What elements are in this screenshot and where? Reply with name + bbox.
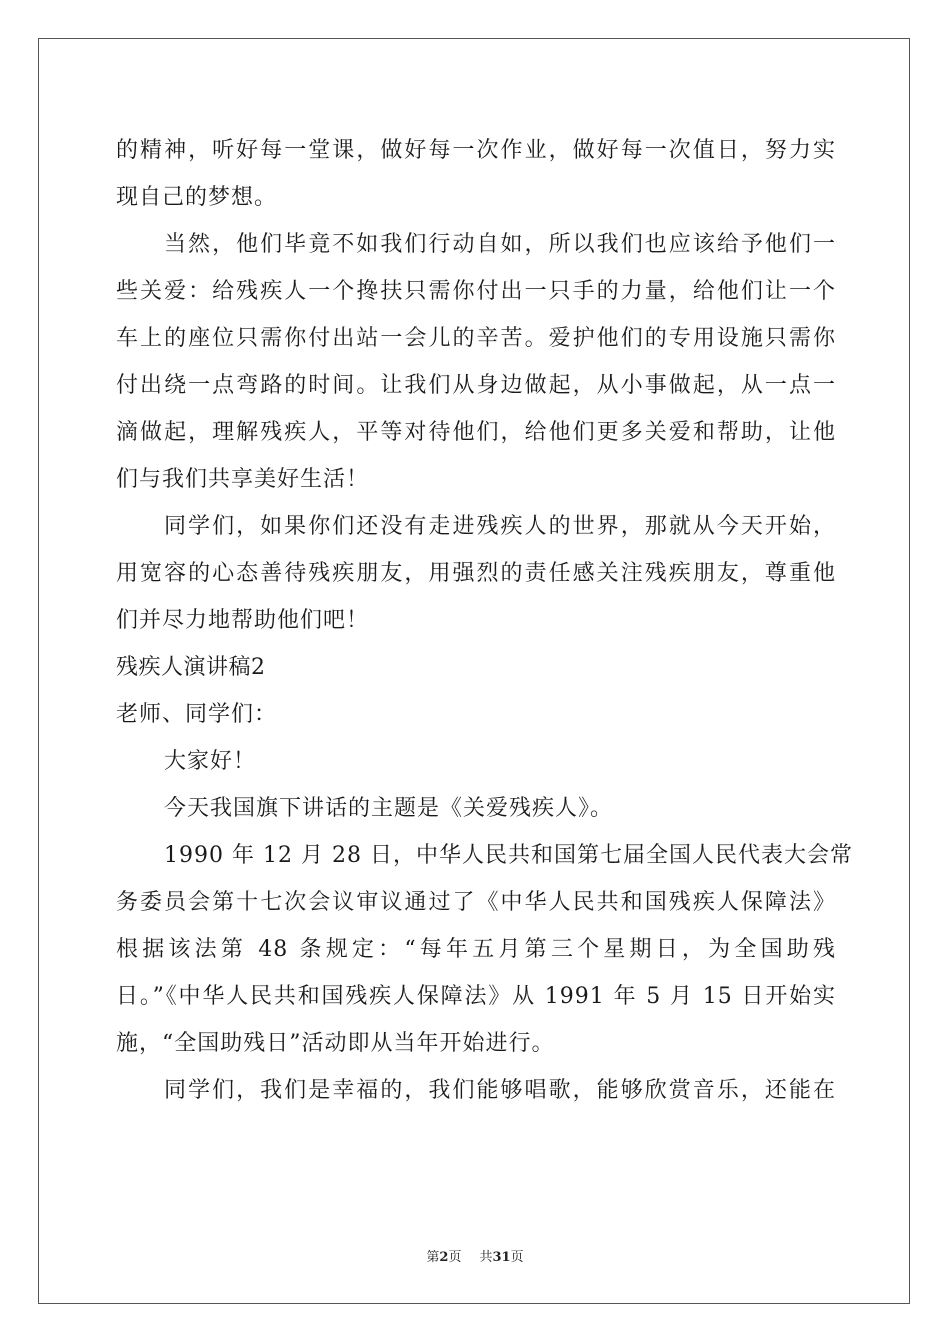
paragraph-line: 车上的座位只需你付出站一会儿的辛苦。爱护他们的专用设施只需你	[116, 326, 836, 351]
paragraph-line: 们并尽力地帮助他们吧！	[116, 608, 370, 633]
total-prefix: 共	[479, 1250, 493, 1265]
paragraph-line: 施，“全国助残日”活动即从当年开始进行。	[116, 1031, 555, 1056]
paragraph-line: 务委员会第十七次会议审议通过了《中华人民共和国残疾人保障法》	[116, 890, 836, 915]
document-body	[116, 127, 853, 1114]
paragraph-line: 的精神，听好每一堂课，做好每一次作业，做好每一次值日，努力实	[116, 138, 836, 163]
paragraph-line: 现自己的梦想。	[116, 185, 278, 210]
paragraph-line: 日。”《中华人民共和国残疾人保障法》从 1991 年 5 月 15 日开始实	[116, 984, 836, 1009]
paragraph-line: 当然，他们毕竟不如我们行动自如，所以我们也应该给予他们一	[164, 232, 836, 257]
total-pages: 31	[492, 1250, 511, 1265]
paragraph-line: 同学们，如果你们还没有走进残疾人的世界，那就从今天开始，	[164, 514, 836, 539]
paragraph-line: 根据该法第 48 条规定：“每年五月第三个星期日，为全国助残	[116, 937, 836, 962]
page-suffix: 页	[448, 1250, 462, 1265]
paragraph-line: 用宽容的心态善待残疾朋友，用强烈的责任感关注残疾朋友，尊重他	[116, 561, 836, 586]
salutation: 老师、同学们：	[116, 702, 278, 727]
paragraph-line: 们与我们共享美好生活！	[116, 467, 370, 492]
greeting: 大家好！	[164, 749, 257, 774]
page-number: 2	[439, 1250, 449, 1265]
page-prefix: 第	[426, 1250, 440, 1265]
paragraph-line: 付出绕一点弯路的时间。让我们从身边做起，从小事做起，从一点一	[116, 373, 836, 398]
paragraph-line: 些关爱：给残疾人一个搀扶只需你付出一只手的力量，给他们让一个	[116, 279, 836, 304]
total-suffix: 页	[510, 1250, 524, 1265]
paragraph-line: 滴做起，理解残疾人，平等对待他们，给他们更多关爱和帮助，让他	[116, 420, 836, 445]
paragraph-line: 今天我国旗下讲话的主题是《关爱残疾人》。	[164, 796, 614, 821]
paragraph-line: 同学们，我们是幸福的，我们能够唱歌，能够欣赏音乐，还能在	[164, 1078, 836, 1103]
section-heading: 残疾人演讲稿2	[116, 655, 266, 680]
paragraph-line: 1990 年 12 月 28 日，中华人民共和国第七届全国人民代表大会常	[164, 843, 853, 868]
page-footer	[0, 1246, 950, 1265]
